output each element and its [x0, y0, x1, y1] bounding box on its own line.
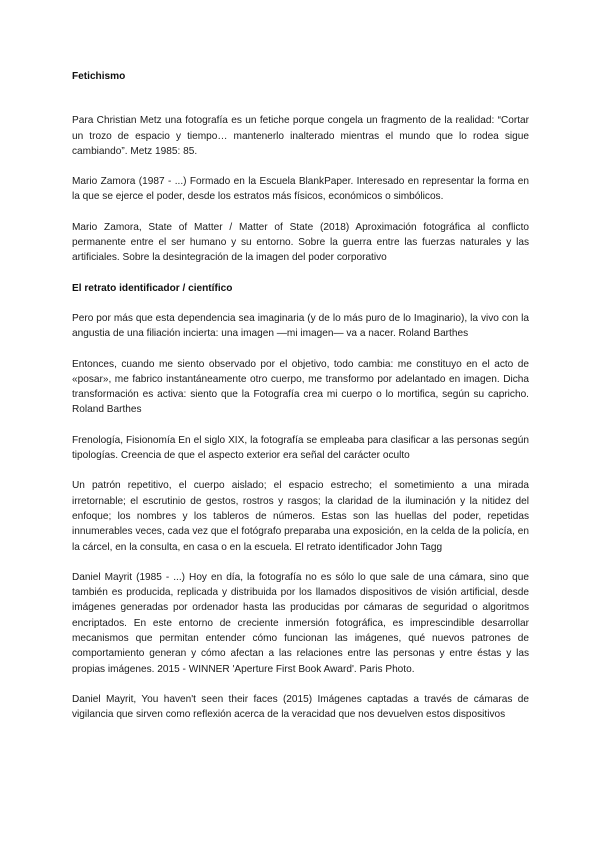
paragraph-frenologia: Frenología, Fisionomía En el siglo XIX, la fotografía se empleaba para clasificar a las personas según tipologías. Creencia de que el aspecto exterior era señal del carácter oculto	[72, 434, 529, 462]
paragraph-tagg: Un patrón repetitivo, el cuerpo aislado; el espacio estrecho; el sometimiento a una mirada irretornable; el escrutinio de gestos, rostros y rasgos; la claridad de la iluminación y la nitidez del enfoque; los nombres y los tableros de números. Estas son las huellas del poder, repetidas innumerables veces, cada vez que el fotógrafo preparaba una exposición, en la celda de la policía, en la cárcel, en la consulta, en casa o en la escuela. El retrato identificador John Tagg	[72, 480, 529, 553]
paragraph-mayrit-project: Daniel Mayrit, You haven't seen their faces (2015) Imágenes captadas a través de cámaras de vigilancia que sirven como reflexión acerca de la veracidad que nos devuelven estos dispositivos	[72, 693, 529, 721]
paragraph-zamora-bio: Mario Zamora (1987 - ...) Formado en la Escuela BlankPaper. Interesado en representar la forma en la que se ejerce el poder, desde los estratos más físicos, económicos o simbólicos.	[72, 176, 529, 203]
document-body	[72, 69, 529, 723]
paragraph-metz: Para Christian Metz una fotografía es un fetiche porque congela un fragmento de la realidad: “Cortar un trozo de espacio y tiempo… mantenerlo inalterado mientras el mundo que lo rodea sigue cambiando”. Metz 1985: 85.	[72, 115, 529, 157]
paragraph-barthes-1: Pero por más que esta dependencia sea imaginaria (y de lo más puro de lo Imaginario), la vivo con la angustia de una filiación incierta: una imagen —mi imagen— va a nacer. Roland Barthes	[72, 312, 529, 340]
paragraph-mayrit-bio: Daniel Mayrit (1985 - ...) Hoy en día, la fotografía no es sólo lo que sale de una cámara, sino que también es producida, replicada y distribuida por los llamados dispositivos de visión artificial, desde imágenes generadas por ordenador hasta las producidas por cámaras de seguridad o algoritmos encriptados. En este entorno de creciente inmersión fotográfica, es imprescindible desarrollar mecanismos que permitan entender cómo funcionan las imágenes, qué nuevos patrones de comportamiento generan y cómo afectan a las relaciones entre las personas y entre éstas y las propias imágenes. 2015 - WINNER 'Aperture First Book Award'. Paris Photo.	[72, 571, 529, 675]
heading-fetichismo: Fetichismo	[72, 71, 126, 82]
paragraph-barthes-2: Entonces, cuando me siento observado por el objetivo, todo cambia: me constituyo en el acto de «posar», me fabrico instantáneamente otro cuerpo, me transformo por adelantado en imagen. Dicha transformación es activa: siento que la Fotografía crea mi cuerpo o lo mortifica, según su capricho. Roland Barthes	[72, 358, 529, 416]
paragraph-zamora-project: Mario Zamora, State of Matter / Matter of State (2018) Aproximación fotográfica al conflicto permanente entre el ser humano y su entorno. Sobre la guerra entre las fuerzas naturales y las artificiales. Sobre la desintegración de la imagen del poder corporativo	[72, 221, 529, 264]
heading-retrato: El retrato identificador / científico	[72, 282, 233, 294]
